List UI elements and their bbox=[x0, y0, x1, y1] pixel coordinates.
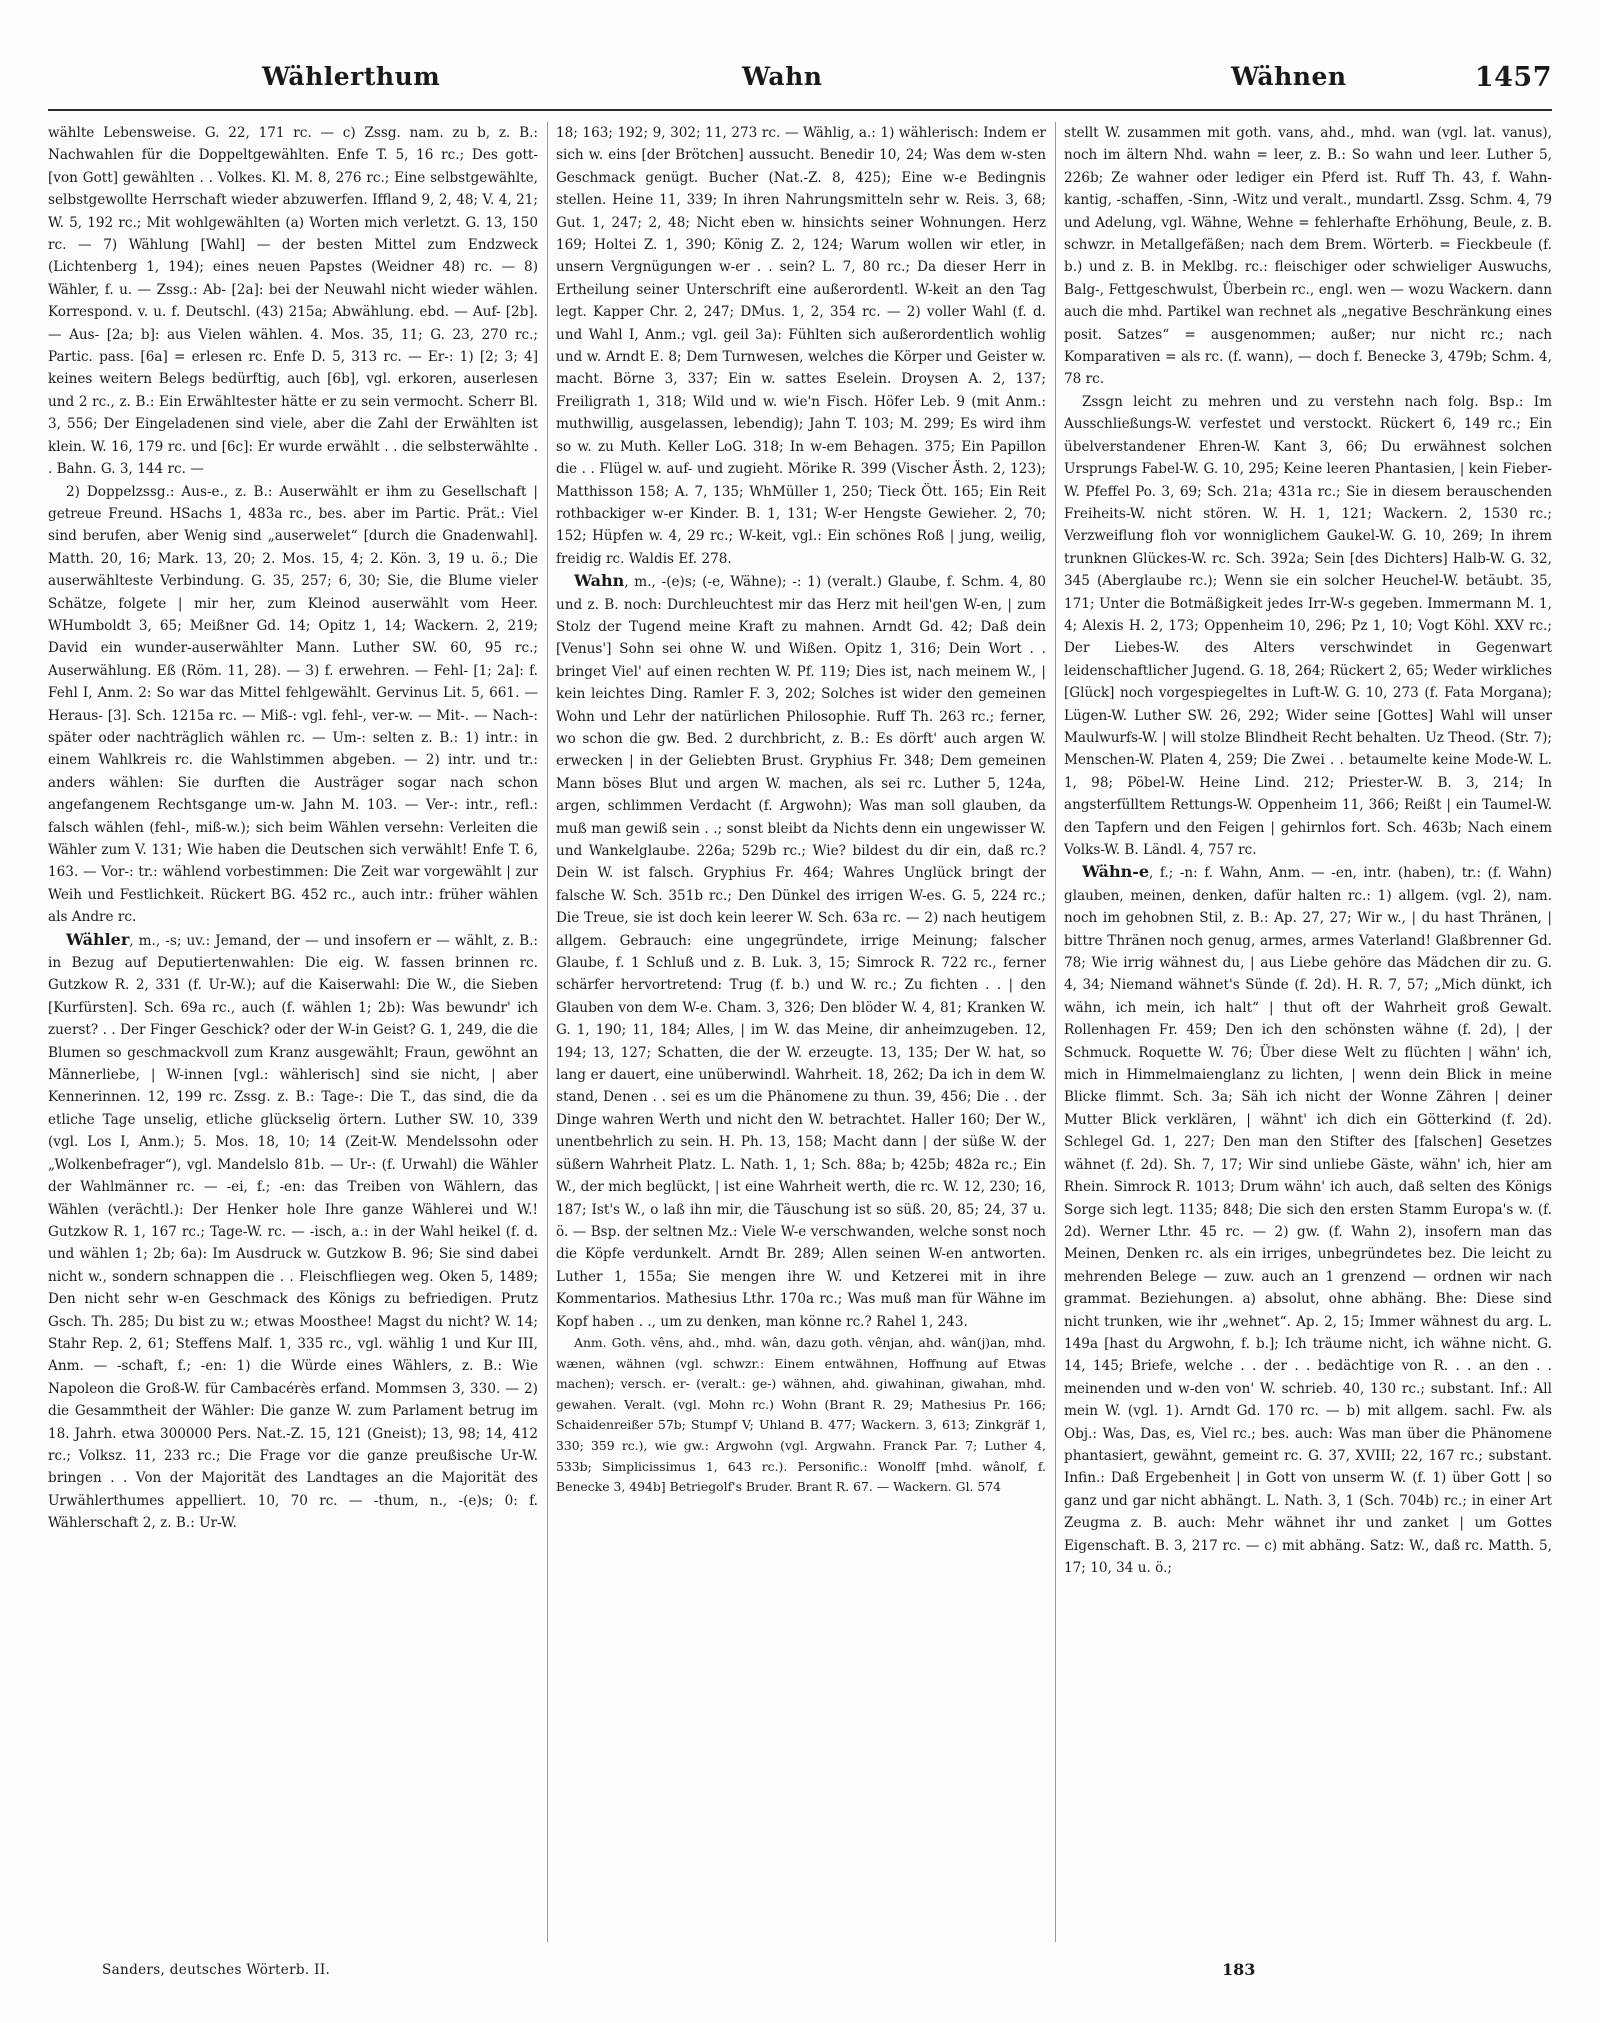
entry-headword: Wähler bbox=[66, 929, 130, 949]
entry-text: Anm. Goth. vêns, ahd., mhd. wân, dazu goth. vênjan, ahd. wân(j)an, mhd. wænen, wähnen (vgl. schwzr.: Einem entwähnen, Hoffnung auf Etwas machen); versch. er- (veralt.: ge-) wähnen, ahd. giwahinan, giwahan, mhd. gewahen. Veralt. (vgl. Mohn rc.) Wohn (Brant R. 29; Mathesius Pr. 166; Schaidenreißer 57b; Stumpf V; Uhland B. 477; Wackern. 3, 613; Zinkgräf 1, 330; 359 rc.), wie gw.: Argwohn (vgl. Argwahn. Franck Par. 7; Luther 4, 533b; Simplicissimus 1, 643 rc.). Personific.: Wonolff [mhd. wânolf, f. Benecke 3, 494b] Betriegolf's Bruder. Brant R. 67. — Wackern. Gl. 574 bbox=[556, 1334, 1046, 1495]
footer-source-line: Sanders, deutsches Wörterb. II. bbox=[102, 1962, 331, 1978]
entry-text: Zssgn leicht zu mehren und zu verstehn nach folg. Bsp.: Im Ausschließungs-W. verfestet und verstockt. Rückert 6, 149 rc.; Ein übelverstandener Ehren-W. Kant 3, 66; Du erwähnest solchen Ursprungs Fabel-W. G. 10, 295; Keine leeren Phantasien, | kein Fieber-W. Pfeffel Po. 3, 69; Sch. 21a; 431a rc.; Sie in diesem berauschenden Freiheits-W. nicht stören. W. H. 1, 121; Wackern. 2, 1530 rc.; Verzweiflung floh vor wonniglichem Gaukel-W. G. 10, 269; In ihrem trunknen Glückes-W. rc. Sch. 392a; Sein [des Dichters] Halb-W. G. 32, 345 (Aberglaube rc.); Wenn sie ein solcher Heuchel-W. betäubt. 35, 171; Unter die Botmäßigkeit jedes Irr-W-s gegeben. Immermann M. 1, 4; Alexis H. 2, 173; Oppenheim 10, 296; Pz 1, 10; Vogt Köhl. XXV rc.; Der Liebes-W. des Alters verschwindet in Gegenwart leidenschaftlicher Jugend. G. 18, 264; Rückert 2, 65; Weder wirkliches [Glück] noch vorgespiegeltes in Luft-W. G. 10, 273 (f. Fata Morgana); Lügen-W. Luther SW. 26, 292; Wider seine [Gottes] Wahl will unser Maulwurfs-W. | will stolze Blindheit Recht behalten. Uz Theod. (Str. 7); Menschen-W. Platen 4, 259; Die Zwei . . betaumelte keine Mode-W. L. 1, 98; Pöbel-W. Heine Lind. 212; Priester-W. B. 3, 214; In angsterfülltem Rettungs-W. Oppenheim 11, 366; Reißt | ein Taumel-W. den Tapfern und den Feigen | gehirnlos fort. Sch. 463b; Nach einem Volks-W. B. Ländl. 4, 757 rc. bbox=[1064, 393, 1552, 858]
entry-text: , f.; -n: f. Wahn, Anm. — -en, intr. (haben), tr.: (f. Wahn) glauben, meinen, denken, dafür halten rc.: 1) allgem. (vgl. 2), nam. noch im gehobnen Stil, z. B.: Ap. 27, 27; Wir w., | du hast Thränen, | bittre Thränen noch genug, armes, armes Vaterland! Glaßbrenner Gd. 78; Wie irrig wähnest du, | aus Liebe gehöre das Mädchen dir zu. G. 4, 34; Niemand wähnet's Sünde (f. 2d). H. R. 7, 57; „Mich dünkt, ich wähn, ich mein, ich halt“ | thut oft der Wahrheit groß Gewalt. Rollenhagen Fr. 459; Den ich den schönsten wähne (f. 2d), | der Schmuck. Roquette W. 76; Über diese Welt zu flüchten | wähn' ich, mich in Himmelmaienglanz zu lichten, | wenn dein Blick in meine Blicke flimmt. Sch. 3a; Säh ich nicht der Wonne Zähren | deiner Mutter Blick verklären, | wähnt' ich dich ein Götterkind (f. 2d). Schlegel Gd. 1, 227; Den man den Stifter des [falschen] Gesetzes wähnet (f. 2d). Sh. 7, 17; Wir sind unliebe Gäste, wähn' ich, hier am Rhein. Simrock R. 1013; Drum wähn' ich auch, daß selten des Königs Sorge sich legt. 1135; 848; Die sich den ersten Stamm Europa's w. (f. 2d). Werner Lthr. 45 rc. — 2) gw. (f. Wahn 2), insofern man das Meinen, Denken rc. als ein irriges, unbegründetes bez. Die leicht zu mehrenden Belege — zuw. auch an 1 grenzend — ordnen wir nach grammat. Beziehungen. a) absolut, ohne abhäng. Bhe: Diese sind nicht trunken, wie ihr „wehnet“. Ap. 2, 15; Immer wähnest du arg. L. 149a [hast du Argwohn, f. b.]; Ich träume nicht, ich wähne nicht. G. 14, 145; Briefe, welche . . der . . bedächtige von R. . . an den . . meinenden und w-den von' W. schrieb. 40, 130 rc.; substant. Inf.: All mein W. (vgl. 1). Arndt Gd. 170 rc. — b) mit allgem. sachl. Fw. als Obj.: Was, Das, es, Viel rc.; bes. auch: Was man über die Phänomene phantasiert, gewähnt, gemeint rc. G. 37, XVIII; 22, 167 rc.; substant. Infin.: Daß Ergebenheit | in Gott von unserm W. (f. 1) über Gott | so ganz und gar nicht abhängt. L. Nath. 3, 1 (Sch. 704b) rc.; in einer Art Zeugma z. B. auch: Mehr wähnet ihr und zanket | um Gottes Eigenschaft. B. 3, 217 rc. — c) mit abhäng. Satz: W., daß rc. Matth. 5, 17; 10, 34 u. ö.; bbox=[1064, 865, 1552, 1576]
etymology-note bbox=[556, 1333, 1046, 1498]
column-divider bbox=[1055, 122, 1056, 1942]
entry-text: wählte Lebensweise. G. 22, 171 rc. — c) Zssg. nam. zu b, z. B.: Nachwahlen für die Doppeltgewählten. Enfe T. 5, 16 rc.; Des gott- [von Gott] gewählten . . Volkes. Kl. M. 8, 276 rc.; Eine selbstgewählte, selbstgewollte Herrschaft wieder abzuwerfen. Iffland 9, 2, 48; V. 4, 21; W. 5, 192 rc.; Mit wohlgewählten (a) Worten mich verletzt. G. 13, 150 rc. — 7) Wählung [Wahl] — der besten Mittel zum Endzweck (Lichtenberg 1, 194); eines neuen Papstes (Weidner 48) rc. — 8) Wähler, f. u. — Zssg.: Ab- [2a]: bei der Neuwahl nicht wieder wählen. Korrespond. v. u. f. Deutschl. (43) 215a; Abwählung. ebd. — Auf- [2b]. — Aus- [2a; b]: aus Vielen wählen. 4. Mos. 35, 11; G. 23, 270 rc.; Partic. pass. [6a] = erlesen rc. Enfe D. 5, 313 rc. — Er-: 1) [2; 3; 4] keines weitern Belegs bedürftig, auch [6b], vgl. erkoren, auserlesen und 2 rc., z. B.: Ein Erwähltester hätte er zu sein vermocht. Scherr Bl. 3, 556; Der Eingeladenen sind viele, aber die Zahl der Erwählten ist klein. W. 16, 179 rc. und [6c]: Er wurde erwählt . . die selbsterwählte . . Bahn. G. 3, 144 rc. — bbox=[48, 125, 538, 478]
dictionary-entry bbox=[1064, 861, 1552, 1579]
entry-continuation bbox=[1064, 122, 1552, 391]
dictionary-entry bbox=[48, 929, 538, 1535]
text-column-right bbox=[1064, 122, 1552, 1942]
entry-paragraph bbox=[1064, 391, 1552, 862]
entry-continuation bbox=[48, 122, 538, 481]
header-rule bbox=[48, 109, 1552, 111]
dictionary-entry bbox=[556, 570, 1046, 1333]
header-right-catchword: Wähnen bbox=[1231, 62, 1347, 91]
page-number: 1457 bbox=[1474, 62, 1552, 93]
running-header bbox=[48, 62, 1552, 102]
entry-headword: Wahn bbox=[574, 571, 625, 591]
column-divider bbox=[547, 122, 548, 1942]
entry-text: , m., -(e)s; (-e, Wähne); -: 1) (veralt.) Glaube, f. Schm. 4, 80 und z. B. noch: Durchleuchtest mir das Herz mit heil'gen W-en, | zum Stolz der Tugend meine Kraft zu mahnen. Arndt Gd. 42; Daß dein [Venus'] Sohn sei ohne W. und Wißen. Opitz 1, 316; Dein Wort . . bringet Viel' auf einen rechten W. Pf. 119; Dies ist, nach meinem W., | kein leichtes Ding. Ramler F. 3, 202; Solches ist wider den gemeinen Wohn und Lehr der natürlichen Philosophie. Ruff Th. 263 rc.; ferner, wo schon die gw. Bed. 2 durchbricht, z. B.: Es dörft' auch argen W. erwecken | in der Geliebten Brust. Gryphius Fr. 348; Dem gemeinen Mann böses Blut und argen W. machen, als sei rc. Luther 5, 124a, argen, schlimmen Verdacht (f. Argwohn); Was man soll glauben, da muß man gewiß sein . .; sonst bleibt da Nichts denn ein ungewisser W. und Wankelglaube. 226a; 529b rc.; Wie? bildest du dir ein, daß rc.? Dein W. ist falsch. Gryphius Fr. 464; Wahres Unglück bringt der falsche W. Sch. 351b rc.; Den Dünkel des irrigen W-es. G. 5, 224 rc.; Die Treue, sie ist doch kein leerer W. Sch. 63a rc. — 2) nach heutigem allgem. Gebrauch: eine ungegründete, irrige Meinung; falscher Glaube, f. 1 Schluß und z. B. Luk. 3, 15; Simrock R. 722 rc., ferner schärfer hervortretend: Trug (f. b.) und W. rc.; Zu fichten . . | den Glauben von dem W-e. Cham. 3, 326; Den blöder W. 4, 81; Kranken W. G. 1, 190; 11, 184; Alles, | im W. das Meine, dir anheimzugeben. 12, 194; 13, 127; Schatten, die der W. erzeugte. 13, 135; Der W. hat, so lang er dauert, eine unüberwindl. Wahrheit. 18, 262; Da ich in dem W. stand, Denen . . sei es um die Phänomene zu thun. 39, 456; Die . . der Dinge wahren Werth und nicht den W. betrachtet. Haller 160; Der W., unentbehrlich zu sein. H. Ph. 13, 158; Macht dann | der süße W. der süßern Wahrheit Platz. L. Nath. 1, 1; Sch. 88a; b; 425b; 482a rc.; Ein W., der mich beglückt, | ist eine Wahrheit werth, die rc. W. 12, 230; 16, 187; Ist's W., o laß ihn mir, die Täuschung ist so süß. 20, 85; 24, 37 u. ö. — Bsp. der seltnen Mz.: Viele W-e verschwanden, welche sonst noch die Köpfe verdunkelt. Arndt Br. 289; Allen seinen W-en antworten. Luther 1, 155a; Sie mengen ihre W. und Ketzerei mit in ihre Kommentarios. Mathesius Lthr. 170a rc.; Was muß man für Wähne im Kopf haben . ., um zu denken, man könne rc.? Rahel 1, 243. bbox=[556, 574, 1046, 1330]
entry-continuation bbox=[556, 122, 1046, 570]
text-column-middle bbox=[556, 122, 1046, 1942]
header-left-catchword: Wählerthum bbox=[262, 62, 441, 91]
entry-text: 18; 163; 192; 9, 302; 11, 273 rc. — Wählig, a.: 1) wählerisch: Indem er sich w. eins [der Brötchen] aussucht. Benedir 10, 24; Was dem w-sten Geschmack genügt. Bucher (Nat.-Z. 8, 425); Eine w-e Bedingnis stellen. Heine 11, 339; In ihren Nahrungsmitteln sehr w. Reis. 3, 68; Gut. 1, 247; 2, 48; Nicht eben w. hinsichts seiner Wohnungen. Herz 169; Holtei Z. 1, 390; König Z. 2, 124; Warum wollen wir etler, in unsern Vergnügungen w-er . . sein? L. 7, 80 rc.; Da dieser Herr in Ertheilung seiner Unterschrift eine außerordentl. W-keit an den Tag legt. Kapper Chr. 2, 247; DMus. 1, 2, 354 rc. — 2) voller Wahl (f. d. und Wahl I, Anm.; vgl. geil 3a): Fühlten sich außerordentlich wohlig und w. Arndt E. 8; Dem Turnwesen, welches die Körper und Geister w. macht. Börne 3, 337; Ein w. sattes Eselein. Droysen A. 2, 137; Freiligrath 1, 318; Wild und w. wie'n Fisch. Höfer Leb. 9 (mit Anm.: muthwillig, ausgelassen, lebendig); Jahn T. 103; M. 299; Es wird ihm so w. zu Muth. Keller LoG. 318; In w-em Behagen. 375; Ein Papillon die . . Flügel w. auf- und zugieht. Mörike R. 399 (Vischer Ästh. 2, 123); Matthisson 158; A. 7, 135; WhMüller 1, 250; Tieck Ött. 165; Ein Reit rothbackiger w-er Kinder. B. 1, 131; W-er Hengste Gewieher. 2, 70; 152; Hüpfen w. 4, 29 rc.; W-keit, vgl.: Ein schönes Roß | jung, weilig, freidig rc. Waldis Ef. 278. bbox=[556, 125, 1046, 567]
entry-paragraph bbox=[48, 481, 538, 929]
entry-text: 2) Doppelzssg.: Aus-e., z. B.: Auserwählt er ihm zu Gesellschaft | getreue Freund. HSachs 1, 483a rc., bes. aber im Partic. Prät.: Viel sind berufen, aber Wenig sind „auserwelet“ [durch die Gnadenwahl]. Matth. 20, 16; Mark. 13, 20; 2. Mos. 15, 4; 2. Kön. 3, 19 u. ö.; Die auserwählteste Verbindung. G. 35, 257; 6, 30; Sie, die Blume vieler Schätze, folgete | mir her, zum Kleinod auserwählt vom Heer. WHumboldt 3, 65; Meißner Gd. 14; Opitz 1, 14; Wackern. 2, 219; David ein wunder-auserwählter Mann. Luther SW. 60, 95 rc.; Auserwählung. Eß (Röm. 11, 28). — 3) f. erwehren. — Fehl- [1; 2a]: f. Fehl I, Anm. 2: So war das Mittel fehlgewählt. Gervinus Lit. 5, 661. — Heraus- [3]. Sch. 1215a rc. — Miß-: vgl. fehl-, ver-w. — Mit-. — Nach-: später oder nachträglich wählen rc. — Um-: selten z. B.: 1) intr.: in einem Wahlkreis rc. die Wahlstimmen abgeben. — 2) intr. und tr.: anders wählen: Sie durften die Austräger sogar nach schon angefangenem Rechtsgange um-w. Jahn M. 103. — Ver-: intr., refl.: falsch wählen (fehl-, miß-w.); sich beim Wählen versehn: Verleiten die Wähler zum V. 131; Wie haben die Deutschen sich verwählt! Enfe T. 6, 163. — Vor-: tr.: wählend vorbestimmen: Die Zeit war vorgewählt | zur Weih und Festlichkeit. Rückert BG. 452 rc., auch intr.: früher wählen als Andre rc. bbox=[48, 483, 538, 926]
entry-headword: Wähn-e bbox=[1082, 862, 1150, 882]
entry-text: , m., -s; uv.: Jemand, der — und insofern er — wählt, z. B.: in Bezug auf Deputiertenwahlen: Die eig. W. fassen brinnen rc. Gutzkow R. 2, 331 (f. Ur-W.); auf die Kaiserwahl: Die W., die Sieben [Kurfürsten]. Sch. 69a rc., auch (f. wählen 1; 2b): Was bewundr' ich zuerst? . . Der Finger Geschick? oder der W-in Geist? G. 1, 249, die die Blumen so geschmackvoll zum Kranz ausgewählt; Fraun, gewöhnt an Männerliebe, | W-innen [vgl.: wählerisch] sind sie nicht, | aber Kennerinnen. 12, 199 rc. Zssg. z. B.: Tage-: Die T., das sind, die da etliche Tage unselig, etliche glückselig örtern. Luther SW. 10, 339 (vgl. Los I, Anm.); 5. Mos. 18, 10; 14 (Zeit-W. Mendelssohn oder „Wolkenbefrager“), vgl. Mandelslo 81b. — Ur-: (f. Urwahl) die Wähler der Wahlmänner rc. — -ei, f.; -en: das Treiben von Wählern, das Wählen (verächtl.): Der Henker hole Ihre ganze Wählerei und W.! Gutzkow R. 1, 167 rc.; Tage-W. rc. — -isch, a.: in der Wahl heikel (f. d. und wählen 1; 2b; 6a): Im Ausdruck w. Gutzkow B. 96; Sie sind dabei nicht w., sondern schnappen die . . Fleischfliegen weg. Oken 5, 1489; Den nicht sehr w-en Geschmack des Königs zu befriedigen. Prutz Gsch. Th. 285; Du bist zu w.; etwas Moosthee! Magst du nicht? W. 14; Stahr Rep. 2, 61; Steffens Malf. 1, 335 rc., vgl. wählig 1 und Kur III, Anm. — -schaft, f.; -en: 1) die Würde eines Wählers, z. B.: Wie Napoleon die Groß-W. für Cambacérès erfand. Mommsen 3, 330. — 2) die Gesammtheit der Wähler: Die ganze W. zum Parlament betrug im 18. Jahrh. etwa 300000 Pers. Nat.-Z. 15, 121 (Gneist); 13, 98; 14, 412 rc.; Volksz. 11, 233 rc.; Die Frage vor die ganze preußische Ur-W. bringen . . Von der Majorität des Landtages an die Majorität des Urwählerthumes appelliert. 10, 70 rc. — -thum, n., -(e)s; 0: f. Wählerschaft 2, z. B.: Ur-W. bbox=[48, 932, 538, 1532]
signature-mark: 183 bbox=[1222, 1960, 1256, 1979]
text-column-left bbox=[48, 122, 538, 1942]
entry-text: stellt W. zusammen mit goth. vans, ahd., mhd. wan (vgl. lat. vanus), noch im ältern Nhd. wahn = leer, z. B.: So wahn und leer. Luther 5, 226b; Ze wahner oder lediger ein Pferd ist. Ruff Th. 43, f. Wahn-kantig, -schaffen, -Sinn, -Witz und veralt., mundartl. Zssg. Schm. 4, 79 und Adelung, vgl. Wähne, Wehne = fehlerhafte Erhöhung, Beule, z. B. schwzr. in Metallgefäßen; nach dem Brem. Wörterb. = Fieckbeule (f. b.) und z. B. in Meklbg. rc.: fleischiger oder schwieliger Auswuchs, Balg-, Fettgeschwulst, Überbein rc., engl. wen — wozu Wackern. dann auch die mhd. Partikel wan rechnet als „negative Beschränkung eines posit. Satzes“ = ausgenommen; außer; nur nicht rc.; nach Komparativen = als rc. (f. wann), — doch f. Benecke 3, 479b; Schm. 4, 78 rc. bbox=[1064, 125, 1552, 388]
header-center-catchword: Wahn bbox=[742, 62, 823, 91]
